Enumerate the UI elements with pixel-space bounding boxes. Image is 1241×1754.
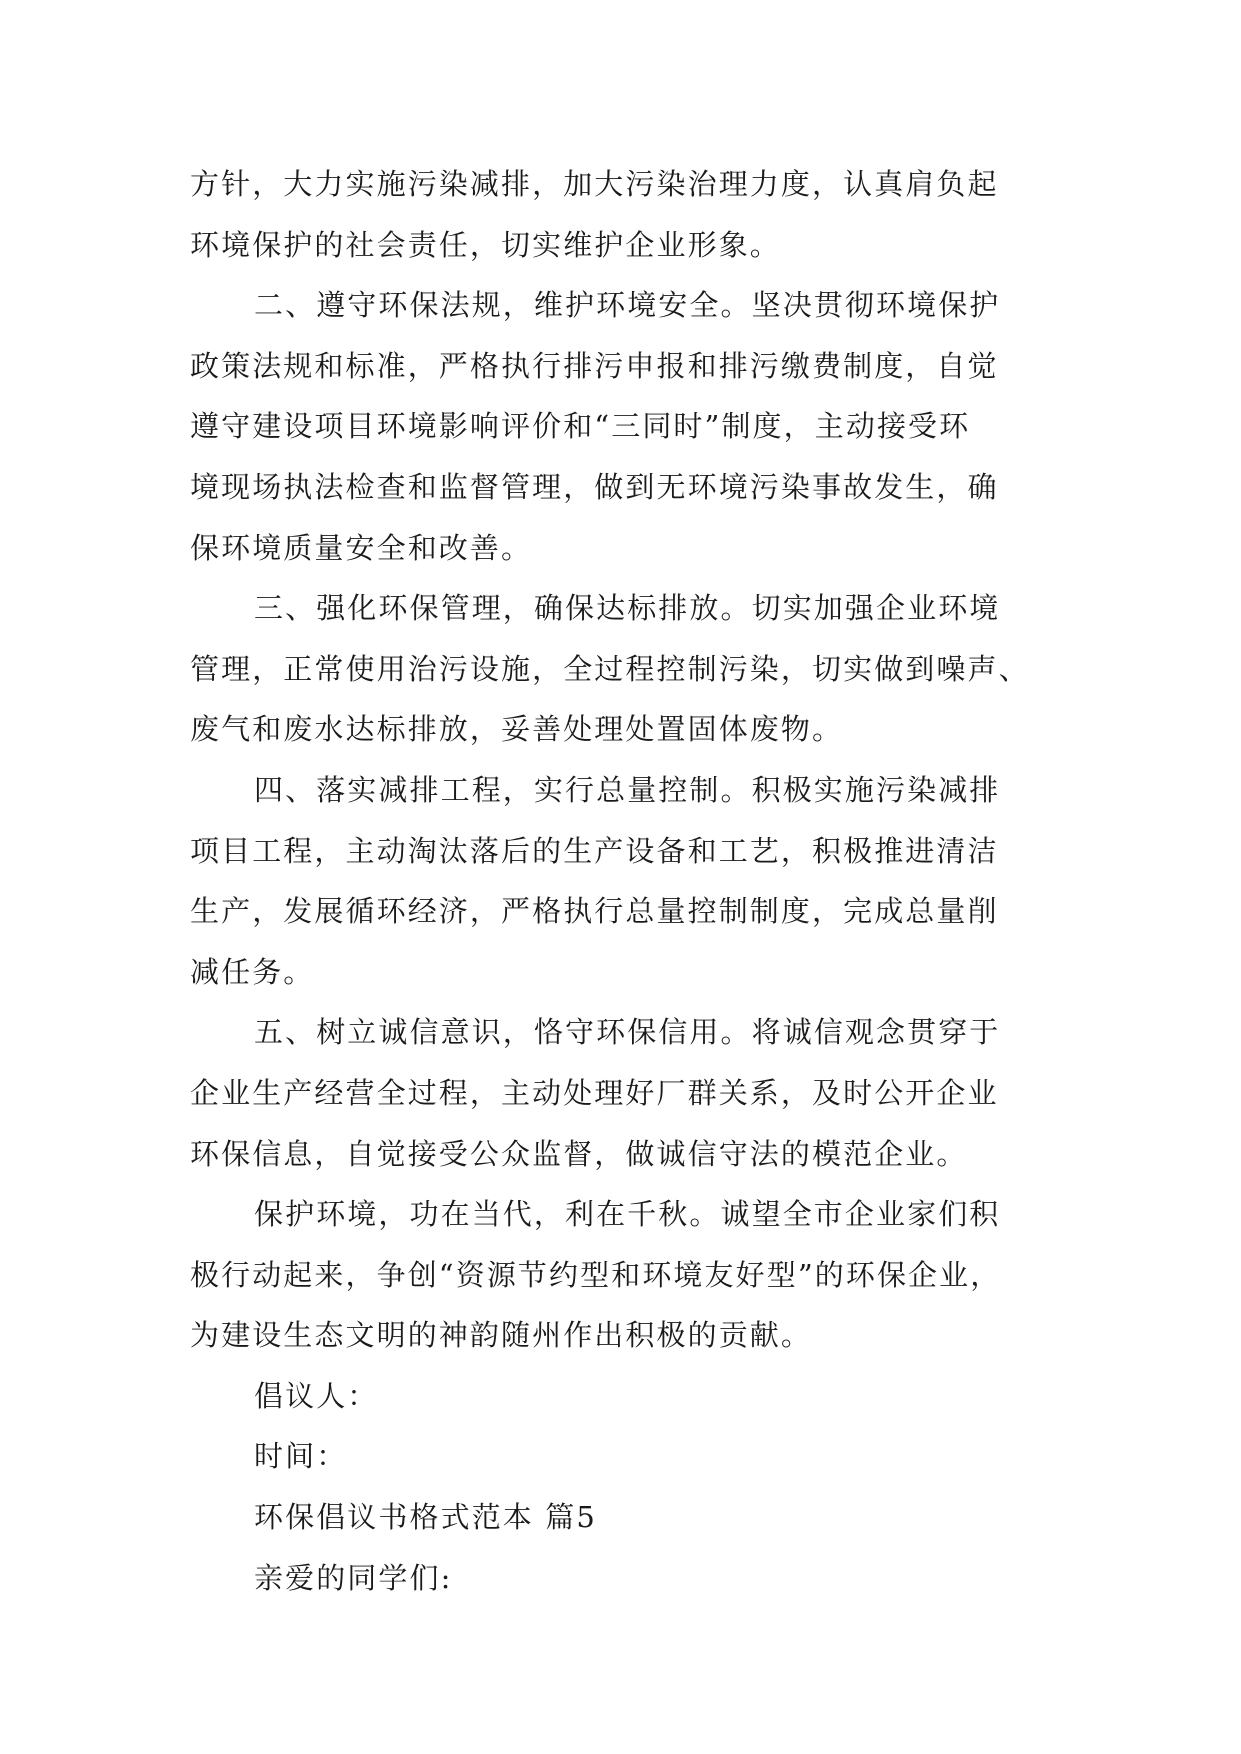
text-line: 保护环境，功在当代，利在千秋。诚望全市企业家们积 (254, 1197, 1001, 1232)
text-line: 环保信息，自觉接受公众监督，做诚信守法的模范企业。 (190, 1136, 968, 1171)
document-body (190, 154, 1050, 1608)
text-line: 废气和废水达标排放，妥善处理处置固体废物。 (190, 712, 844, 747)
text-line: 境现场执法检查和监督管理，做到无环境污染事故发生，确 (190, 469, 999, 504)
text-line: 管理，正常使用治污设施，全过程控制污染，切实做到噪声、 (190, 651, 1030, 686)
text-line: 四、落实减排工程，实行总量控制。积极实施污染减排 (254, 772, 1001, 807)
text-line: 减任务。 (190, 954, 315, 989)
text-line: 企业生产经营全过程，主动处理好厂群关系，及时公开企业 (190, 1075, 999, 1110)
text-line: 方针，大力实施污染减排，加大污染治理力度，认真肩负起 (190, 167, 999, 201)
text-line: 政策法规和标准，严格执行排污申报和排污缴费制度，自觉 (190, 348, 999, 383)
section-heading: 环保倡议书格式范本 篇5 (254, 1500, 597, 1535)
text-line: 环境保护的社会责任，切实维护企业形象。 (190, 227, 781, 262)
text-line: 生产，发展循环经济，严格执行总量控制制度，完成总量削 (190, 894, 999, 929)
text-line: 极行动起来，争创“资源节约型和环境友好型”的环保企业， (190, 1257, 1002, 1292)
text-line: 保环境质量安全和改善。 (190, 530, 533, 565)
text-line: 二、遵守环保法规，维护环境安全。坚决贯彻环境保护 (254, 288, 1001, 323)
text-line: 为建设生态文明的神韵随州作出积极的贡献。 (190, 1318, 813, 1353)
text-line: 项目工程，主动淘汰落后的生产设备和工艺，积极推进清洁 (190, 833, 999, 868)
salutation: 亲爱的同学们: (254, 1560, 453, 1595)
proposer-label: 倡议人： (254, 1378, 379, 1413)
text-line: 五、树立诚信意识，恪守环保信用。将诚信观念贯穿于 (254, 1015, 1001, 1050)
date-label: 时间： (254, 1439, 348, 1474)
text-line: 三、强化环保管理，确保达标排放。切实加强企业环境 (254, 591, 1001, 626)
text-line: 遵守建设项目环境影响评价和“三同时”制度，主动接受环 (190, 409, 971, 444)
